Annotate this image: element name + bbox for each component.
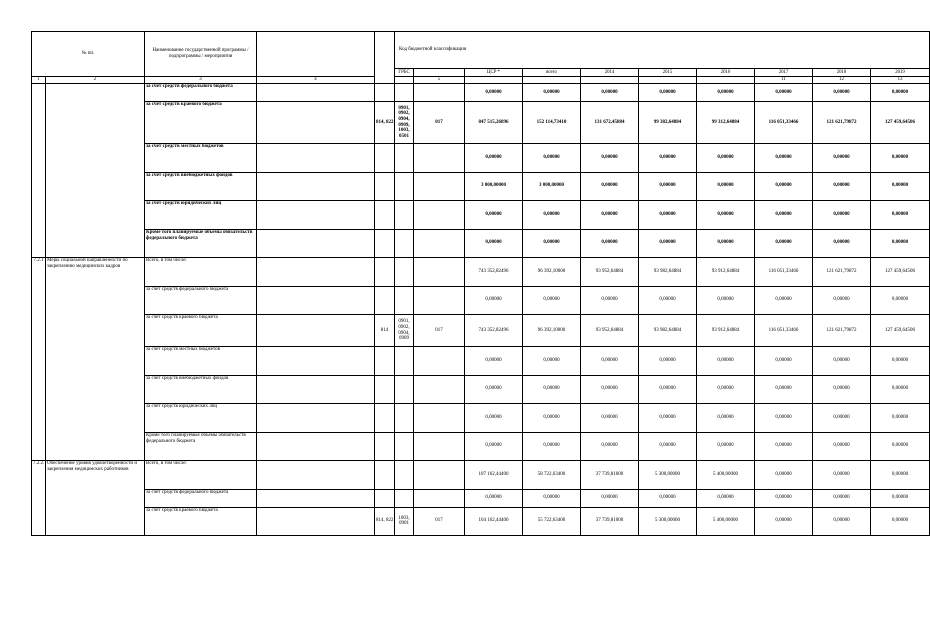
section-code-line: 1003, (398, 128, 410, 134)
amount-year: 0,00000 (639, 489, 697, 507)
amount-year: 0,00000 (639, 432, 697, 461)
section-code-line: 0901, (398, 319, 410, 325)
table-row (32, 84, 930, 102)
item-number: 7.2.1 (32, 258, 46, 461)
amount-total: 847 515,26896 (465, 102, 523, 144)
section-code (395, 347, 414, 376)
amount-year: 3 000,00000 (523, 172, 581, 201)
column-number (523, 77, 581, 84)
amount-year: 0,00000 (755, 172, 813, 201)
table-row (32, 144, 930, 173)
amount-total: 104 162,44400 (465, 507, 523, 536)
amount-year: 0,00000 (813, 507, 871, 536)
column-number: 4 (257, 77, 375, 84)
amount-year: 0,00000 (581, 172, 639, 201)
amount-total: 0,00000 (465, 432, 523, 461)
amount-total: 0,00000 (465, 404, 523, 433)
funding-source-label: за счет средств федерального бюджета (145, 489, 257, 507)
table-row (32, 404, 930, 433)
column-number (581, 77, 639, 84)
item-number: 7.2.2. (32, 461, 46, 536)
amount-year: 0,00000 (639, 84, 697, 102)
amount-year: 0,00000 (523, 432, 581, 461)
item-name: Меры социальной направленности по закреплению медицинских кадров (46, 258, 145, 461)
amount-year: 0,00000 (871, 489, 930, 507)
header-csr: ЦСР * (465, 69, 523, 77)
amount-year: 0,00000 (639, 404, 697, 433)
blank-cell (257, 229, 375, 258)
amount-total: 0,00000 (465, 347, 523, 376)
table-row (32, 102, 930, 144)
amount-year: 93 982,64884 (639, 258, 697, 287)
amount-year: 5 400,00000 (697, 507, 755, 536)
funding-source-label: за счет средств юридических лиц (145, 201, 257, 230)
amount-year: 0,00000 (581, 84, 639, 102)
header-budget-code: Код бюджетной классификации (395, 32, 930, 69)
header-year: 2015 (639, 69, 697, 77)
amount-year: 0,00000 (813, 229, 871, 258)
funding-source-label: Кроме того планируемые объемы обязательств федерального бюджета (145, 229, 257, 258)
section-code (395, 432, 414, 461)
csr-code (414, 144, 465, 173)
amount-year: 0,00000 (639, 375, 697, 404)
section-code (395, 84, 414, 102)
blank-cell (257, 432, 375, 461)
table-row (32, 489, 930, 507)
column-number: 1 (32, 77, 46, 84)
funding-source-label: за счет средств федерального бюджета (145, 84, 257, 102)
amount-year: 96 392,10000 (523, 315, 581, 347)
header-rz (414, 69, 465, 77)
amount-year: 0,00000 (697, 229, 755, 258)
amount-year: 131 672,45884 (581, 102, 639, 144)
section-code (395, 315, 414, 347)
amount-year: 0,00000 (813, 84, 871, 102)
csr-code (414, 404, 465, 433)
amount-year: 0,00000 (813, 375, 871, 404)
amount-year: 0,00000 (581, 286, 639, 315)
section-code (395, 286, 414, 315)
header-narrow-blank (375, 32, 395, 84)
amount-year: 0,00000 (755, 375, 813, 404)
amount-year: 0,00000 (697, 172, 755, 201)
amount-year: 0,00000 (755, 84, 813, 102)
csr-code (414, 201, 465, 230)
column-number: 11 (755, 77, 813, 84)
amount-total: 107 162,44400 (465, 461, 523, 490)
funding-source-label: за счет средств юридических лиц (145, 404, 257, 433)
blank-cell (257, 102, 375, 144)
amount-year: 0,00000 (697, 432, 755, 461)
amount-year: 0,00000 (523, 84, 581, 102)
amount-year: 0,00000 (813, 489, 871, 507)
funding-source-label: за счет средств местных бюджетов (145, 144, 257, 173)
amount-year: 0,00000 (697, 404, 755, 433)
table-body (32, 84, 930, 536)
table-row (32, 507, 930, 536)
amount-year: 121 621,79872 (813, 258, 871, 287)
blank-cell (257, 347, 375, 376)
amount-year: 0,00000 (871, 461, 930, 490)
amount-year: 0,00000 (639, 144, 697, 173)
funding-source-label: за счет средств внебюджетных фондов (145, 172, 257, 201)
amount-year: 0,00000 (697, 201, 755, 230)
section-code (395, 489, 414, 507)
blank-cell (257, 461, 375, 490)
amount-year: 0,00000 (813, 404, 871, 433)
table-row (32, 375, 930, 404)
amount-year: 152 114,73410 (523, 102, 581, 144)
budget-table (31, 31, 930, 536)
item-name: Обеспечение уровня удовлетворенности и закрепления медицинских работников (46, 461, 145, 536)
grbs-code (375, 404, 395, 433)
section-code-line: 0909 (399, 336, 409, 342)
blank-cell (257, 172, 375, 201)
amount-total: 0,00000 (465, 201, 523, 230)
amount-year: 116 051,33466 (755, 258, 813, 287)
header-program-name: Наименование государственной программы / подпрограммы / мероприятия (145, 32, 257, 77)
funding-source-label: Всего, в том числе: (145, 461, 257, 490)
amount-year: 116 051,33466 (755, 102, 813, 144)
section-code-line: 0901, (398, 105, 410, 111)
funding-source-label: за счет средств краевого бюджета (145, 315, 257, 347)
section-code (395, 404, 414, 433)
amount-year: 0,00000 (639, 172, 697, 201)
amount-year: 55 722,63400 (523, 507, 581, 536)
funding-source-label: Всего, в том числе: (145, 258, 257, 287)
table-row (32, 315, 930, 347)
table-row (32, 229, 930, 258)
section-code (395, 375, 414, 404)
amount-year: 0,00000 (871, 404, 930, 433)
amount-year: 0,00000 (697, 489, 755, 507)
amount-year: 0,00000 (813, 432, 871, 461)
amount-year: 0,00000 (755, 144, 813, 173)
amount-year: 0,00000 (697, 84, 755, 102)
header-year: 2014 (581, 69, 639, 77)
table-row (32, 347, 930, 376)
amount-year: 0,00000 (813, 347, 871, 376)
amount-year: 37 739,81000 (581, 461, 639, 490)
section-code-line: 0902, (398, 324, 410, 330)
amount-total: 0,00000 (465, 229, 523, 258)
amount-year: 0,00000 (871, 347, 930, 376)
column-number: 3 (145, 77, 257, 84)
header-year: 2018 (813, 69, 871, 77)
grbs-code (375, 375, 395, 404)
csr-code (414, 432, 465, 461)
section-code (395, 229, 414, 258)
amount-year: 127 459,64506 (871, 258, 930, 287)
csr-code: 017 (414, 102, 465, 144)
section-code-line: 0909, (398, 122, 410, 128)
section-code-line: 1003, (398, 515, 410, 521)
amount-year: 0,00000 (697, 144, 755, 173)
amount-year: 96 392,10000 (523, 258, 581, 287)
amount-year: 0,00000 (581, 432, 639, 461)
amount-year: 0,00000 (639, 347, 697, 376)
grbs-code (375, 489, 395, 507)
header-total: всего (523, 69, 581, 77)
table-row (32, 172, 930, 201)
grbs-code (375, 286, 395, 315)
column-number (395, 77, 414, 84)
csr-code (414, 489, 465, 507)
amount-year: 0,00000 (813, 201, 871, 230)
amount-year: 0,00000 (755, 507, 813, 536)
amount-year: 116 051,33466 (755, 315, 813, 347)
amount-total: 0,00000 (465, 489, 523, 507)
section-code (395, 507, 414, 536)
grbs-code (375, 172, 395, 201)
amount-year: 0,00000 (697, 347, 755, 376)
section-code (395, 201, 414, 230)
amount-year: 0,00000 (581, 375, 639, 404)
amount-year: 0,00000 (523, 144, 581, 173)
amount-year: 93 952,64884 (581, 258, 639, 287)
section-code-line: 0904, (398, 330, 410, 336)
column-number (465, 77, 523, 84)
grbs-code (375, 258, 395, 287)
amount-year: 0,00000 (639, 201, 697, 230)
amount-year: 0,00000 (871, 201, 930, 230)
amount-total: 743 352,82496 (465, 315, 523, 347)
blank-cell (257, 315, 375, 347)
amount-year: 93 912,64884 (697, 258, 755, 287)
blank-cell (257, 375, 375, 404)
table-row (32, 258, 930, 287)
amount-year: 5 300,00000 (639, 461, 697, 490)
amount-year: 0,00000 (639, 286, 697, 315)
grbs-code (375, 84, 395, 102)
grbs-code (375, 432, 395, 461)
amount-year: 0,00000 (581, 489, 639, 507)
amount-year: 0,00000 (755, 404, 813, 433)
amount-year: 37 739,81000 (581, 507, 639, 536)
amount-year: 0,00000 (871, 432, 930, 461)
amount-total: 0,00000 (465, 286, 523, 315)
blank-cell (257, 258, 375, 287)
section-code (395, 258, 414, 287)
amount-year: 0,00000 (871, 144, 930, 173)
section-code (395, 172, 414, 201)
amount-year: 99 382,64884 (639, 102, 697, 144)
amount-year: 0,00000 (755, 286, 813, 315)
header-blank (257, 32, 375, 77)
amount-year: 0,00000 (813, 172, 871, 201)
grbs-code: 814, 822 (375, 507, 395, 536)
amount-year: 93 952,64884 (581, 315, 639, 347)
amount-year: 0,00000 (523, 347, 581, 376)
amount-year: 0,00000 (755, 489, 813, 507)
amount-year: 0,00000 (755, 461, 813, 490)
blank-cell (257, 489, 375, 507)
funding-source-label: за счет средств федерального бюджета (145, 286, 257, 315)
amount-year: 0,00000 (697, 375, 755, 404)
grbs-code: 814, 822 (375, 102, 395, 144)
table-row (32, 432, 930, 461)
amount-year: 0,00000 (755, 432, 813, 461)
item-name (46, 84, 145, 258)
amount-year: 5 400,00000 (697, 461, 755, 490)
blank-cell (257, 201, 375, 230)
section-code (395, 461, 414, 490)
csr-code (414, 258, 465, 287)
amount-year: 0,00000 (581, 144, 639, 173)
blank-cell (257, 84, 375, 102)
header-row-number: № пп. (32, 32, 145, 77)
column-number: 2 (46, 77, 145, 84)
amount-year: 121 621,79872 (813, 315, 871, 347)
amount-year: 99 312,64884 (697, 102, 755, 144)
amount-year: 0,00000 (755, 201, 813, 230)
amount-total: 3 000,00000 (465, 172, 523, 201)
amount-year: 93 912,64884 (697, 315, 755, 347)
csr-code (414, 172, 465, 201)
section-code (395, 102, 414, 144)
header-year: 2017 (755, 69, 813, 77)
amount-year: 0,00000 (755, 347, 813, 376)
funding-source-label: Кроме того планируемые объемы обязательств федерального бюджета (145, 432, 257, 461)
table-row (32, 461, 930, 490)
amount-year: 0,00000 (581, 404, 639, 433)
csr-code: 017 (414, 507, 465, 536)
funding-source-label: за счет средств краевого бюджета (145, 102, 257, 144)
section-code-line: 0901 (399, 521, 409, 527)
amount-year: 0,00000 (523, 229, 581, 258)
amount-year: 0,00000 (871, 375, 930, 404)
csr-code (414, 461, 465, 490)
csr-code: 017 (414, 315, 465, 347)
column-number: 5 (414, 77, 465, 84)
section-code-line: 0902, (398, 111, 410, 117)
amount-year: 0,00000 (523, 201, 581, 230)
amount-year: 0,00000 (639, 229, 697, 258)
amount-year: 127 459,64506 (871, 102, 930, 144)
grbs-code (375, 461, 395, 490)
header-grbs: ГРБС (395, 69, 414, 77)
header-year: 2016 (697, 69, 755, 77)
funding-source-label: за счет средств внебюджетных фондов (145, 375, 257, 404)
amount-year: 0,00000 (523, 375, 581, 404)
amount-year: 0,00000 (755, 229, 813, 258)
grbs-code (375, 144, 395, 173)
amount-year: 0,00000 (523, 404, 581, 433)
blank-cell (257, 286, 375, 315)
grbs-code (375, 201, 395, 230)
csr-code (414, 286, 465, 315)
amount-year: 0,00000 (523, 286, 581, 315)
amount-year: 0,00000 (581, 229, 639, 258)
amount-year: 5 300,00000 (639, 507, 697, 536)
funding-source-label: за счет средств местных бюджетов (145, 347, 257, 376)
amount-year: 58 722,63400 (523, 461, 581, 490)
amount-year: 0,00000 (813, 286, 871, 315)
amount-year: 0,00000 (523, 489, 581, 507)
table-row (32, 286, 930, 315)
csr-code (414, 375, 465, 404)
column-number (697, 77, 755, 84)
column-number (639, 77, 697, 84)
funding-source-label: за счет средств краевого бюджета (145, 507, 257, 536)
amount-total: 0,00000 (465, 144, 523, 173)
column-number: 13 (871, 77, 930, 84)
csr-code (414, 229, 465, 258)
section-code-line: 0501 (399, 133, 409, 139)
amount-year: 127 459,64506 (871, 315, 930, 347)
amount-year: 0,00000 (871, 229, 930, 258)
table-row (32, 201, 930, 230)
column-number: 12 (813, 77, 871, 84)
blank-cell (257, 404, 375, 433)
item-number (32, 84, 46, 258)
csr-code (414, 84, 465, 102)
amount-year: 0,00000 (871, 286, 930, 315)
grbs-code (375, 347, 395, 376)
grbs-code (375, 229, 395, 258)
blank-cell (257, 507, 375, 536)
grbs-code: 814 (375, 315, 395, 347)
amount-year: 0,00000 (871, 507, 930, 536)
amount-year: 0,00000 (581, 347, 639, 376)
amount-total: 0,00000 (465, 84, 523, 102)
amount-year: 0,00000 (871, 172, 930, 201)
amount-year: 0,00000 (581, 201, 639, 230)
amount-year: 0,00000 (813, 144, 871, 173)
blank-cell (257, 144, 375, 173)
header-year: 2019 (871, 69, 930, 77)
amount-year: 0,00000 (813, 461, 871, 490)
amount-year: 0,00000 (697, 286, 755, 315)
amount-total: 743 352,82496 (465, 258, 523, 287)
section-code-line: 0904, (398, 116, 410, 122)
amount-year: 93 982,64884 (639, 315, 697, 347)
amount-total: 0,00000 (465, 375, 523, 404)
amount-year: 0,00000 (871, 84, 930, 102)
section-code (395, 144, 414, 173)
amount-year: 121 621,79872 (813, 102, 871, 144)
csr-code (414, 347, 465, 376)
